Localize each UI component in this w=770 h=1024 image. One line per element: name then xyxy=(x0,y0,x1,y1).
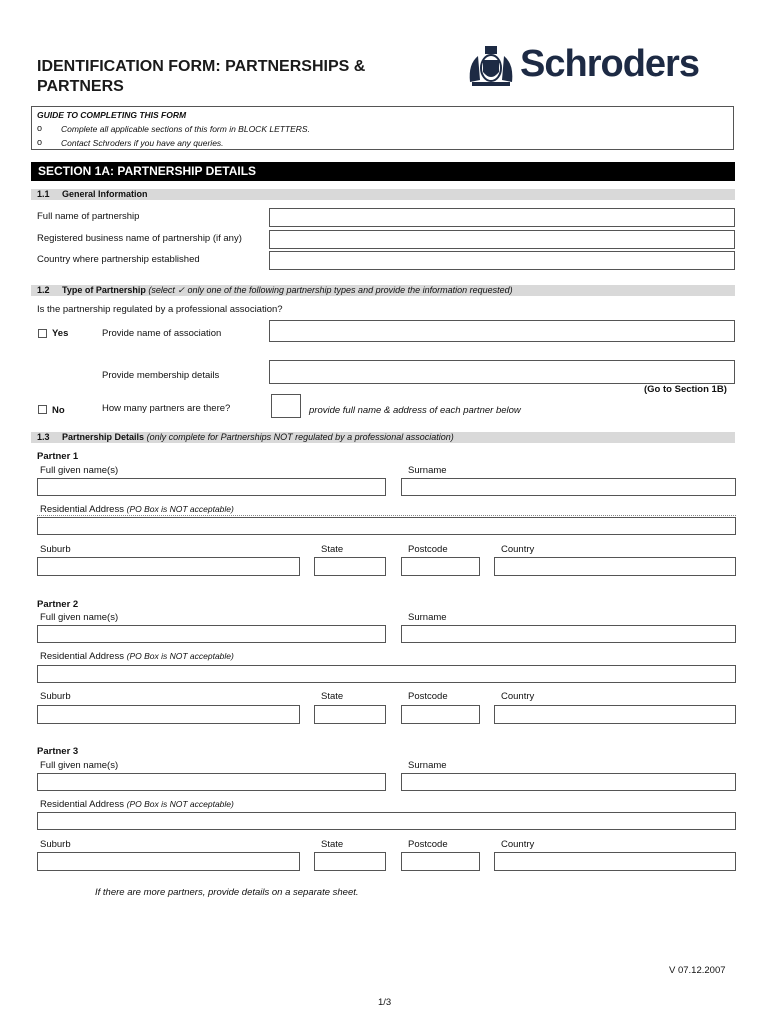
divider xyxy=(37,515,736,516)
state-label: State xyxy=(321,544,344,555)
address-label: Residential Address xyxy=(40,799,124,810)
form-title-line1: IDENTIFICATION FORM: PARTNERSHIPS & xyxy=(37,58,366,75)
subsection-number: 1.2 xyxy=(37,285,50,295)
surname-label: Surname xyxy=(408,760,447,771)
membership-details-label: Provide membership details xyxy=(102,370,220,381)
business-name-label: Registered business name of partnership (if any) xyxy=(37,233,242,244)
membership-details-input[interactable] xyxy=(269,360,735,384)
subsection-number: 1.3 xyxy=(37,432,50,442)
guide-bullet: o xyxy=(37,123,43,133)
partner-1-given-name-input[interactable] xyxy=(37,478,386,496)
page-number: 1/3 xyxy=(378,997,392,1008)
partner-3-suburb-input[interactable] xyxy=(37,852,300,871)
partner-heading: Partner 1 xyxy=(37,451,79,462)
partner-2-given-name-input[interactable] xyxy=(37,625,386,643)
partner-heading: Partner 2 xyxy=(37,599,79,610)
surname-label: Surname xyxy=(408,612,447,623)
postcode-label: Postcode xyxy=(408,544,448,555)
subsection-title: General Information xyxy=(62,189,148,199)
partner-1-country-input[interactable] xyxy=(494,557,736,576)
subsection-note: (only complete for Partnerships NOT regulated by a professional association) xyxy=(146,432,454,442)
partner-heading: Partner 3 xyxy=(37,746,79,757)
suburb-label: Suburb xyxy=(40,544,71,555)
form-title-line2: PARTNERS xyxy=(37,78,124,95)
partner-3-postcode-input[interactable] xyxy=(401,852,480,871)
suburb-label: Suburb xyxy=(40,691,71,702)
partner-1-suburb-input[interactable] xyxy=(37,557,300,576)
subsection-1-2-header xyxy=(31,285,735,296)
address-note: (PO Box is NOT acceptable) xyxy=(126,651,234,661)
yes-checkbox[interactable] xyxy=(38,329,47,338)
given-name-label: Full given name(s) xyxy=(40,760,119,771)
subsection-1-1-header xyxy=(31,189,735,200)
association-name-label: Provide name of association xyxy=(102,328,222,339)
version-label: V 07.12.2007 xyxy=(669,965,726,976)
guide-item: Contact Schroders if you have any queries. xyxy=(61,138,224,148)
guide-item: Complete all applicable sections of this form in BLOCK LETTERS. xyxy=(61,124,310,134)
postcode-label: Postcode xyxy=(408,839,448,850)
address-note: (PO Box is NOT acceptable) xyxy=(126,504,234,514)
partner-3-address-input[interactable] xyxy=(37,812,736,830)
partner-2-suburb-input[interactable] xyxy=(37,705,300,724)
more-partners-note: If there are more partners, provide details on a separate sheet. xyxy=(95,887,359,898)
yes-label: Yes xyxy=(52,328,69,339)
association-name-input[interactable] xyxy=(269,320,735,342)
partners-count-label: How many partners are there? xyxy=(102,403,231,414)
partner-1-address-input[interactable] xyxy=(37,517,736,535)
partner-2-surname-input[interactable] xyxy=(401,625,736,643)
partners-note: provide full name & address of each partner below xyxy=(309,405,521,416)
partner-1-surname-input[interactable] xyxy=(401,478,736,496)
regulated-question: Is the partnership regulated by a professional association? xyxy=(37,304,283,315)
address-label-row xyxy=(40,799,234,810)
subsection-note: (select ✓ only one of the following partnership types and provide the information requested) xyxy=(148,285,513,295)
guide-bullet: o xyxy=(37,137,43,147)
postcode-label: Postcode xyxy=(408,691,448,702)
country-label: Country xyxy=(501,544,535,555)
brand-name: Schroders xyxy=(520,43,699,85)
partner-3-state-input[interactable] xyxy=(314,852,386,871)
guide-heading: GUIDE TO COMPLETING THIS FORM xyxy=(37,110,187,120)
subsection-1-3-header xyxy=(31,432,735,443)
partner-3-country-input[interactable] xyxy=(494,852,736,871)
address-note: (PO Box is NOT acceptable) xyxy=(126,799,234,809)
partnership-name-input[interactable] xyxy=(269,208,735,227)
section-1a-header: SECTION 1A: PARTNERSHIP DETAILS xyxy=(31,162,735,181)
partner-1-postcode-input[interactable] xyxy=(401,557,480,576)
form-title xyxy=(37,57,457,97)
address-label-row xyxy=(40,651,234,662)
goto-section-1b: (Go to Section 1B) xyxy=(644,384,727,395)
crest-logo-icon xyxy=(466,42,516,88)
partnership-name-label: Full name of partnership xyxy=(37,211,140,222)
subsection-number: 1.1 xyxy=(37,189,50,199)
suburb-label: Suburb xyxy=(40,839,71,850)
state-label: State xyxy=(321,839,344,850)
partner-3-surname-input[interactable] xyxy=(401,773,736,791)
address-label: Residential Address xyxy=(40,504,124,515)
partner-2-state-input[interactable] xyxy=(314,705,386,724)
subsection-title: Partnership Details xyxy=(62,432,145,442)
given-name-label: Full given name(s) xyxy=(40,465,119,476)
address-label: Residential Address xyxy=(40,651,124,662)
partner-2-address-input[interactable] xyxy=(37,665,736,683)
country-label: Country xyxy=(501,691,535,702)
given-name-label: Full given name(s) xyxy=(40,612,119,623)
subsection-title: Type of Partnership xyxy=(62,285,146,295)
no-checkbox[interactable] xyxy=(38,405,47,414)
partner-2-country-input[interactable] xyxy=(494,705,736,724)
country-established-label: Country where partnership established xyxy=(37,254,200,265)
country-label: Country xyxy=(501,839,535,850)
partner-3-given-name-input[interactable] xyxy=(37,773,386,791)
surname-label: Surname xyxy=(408,465,447,476)
partner-2-postcode-input[interactable] xyxy=(401,705,480,724)
no-label: No xyxy=(52,405,65,416)
country-established-input[interactable] xyxy=(269,251,735,270)
state-label: State xyxy=(321,691,344,702)
address-label-row xyxy=(40,504,234,515)
business-name-input[interactable] xyxy=(269,230,735,249)
partner-1-state-input[interactable] xyxy=(314,557,386,576)
partners-count-input[interactable] xyxy=(271,394,301,418)
